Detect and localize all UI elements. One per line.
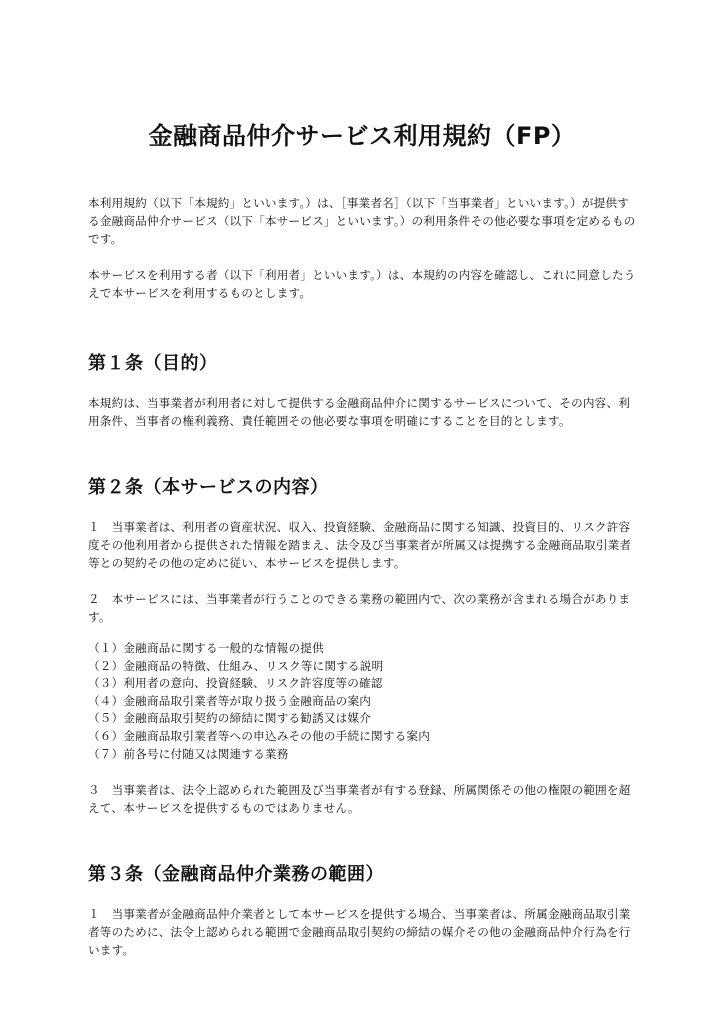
list-item: （１）金融商品に関する一般的な情報の提供 bbox=[88, 641, 324, 655]
article-2-paragraph-2: ２ 本サービスには、当事業者が行うことのできる業務の範囲内で、次の業務が含まれる場合があります。 bbox=[88, 592, 631, 624]
list-item: （３）利用者の意向、投資経験、リスク許容度等の確認 bbox=[88, 676, 383, 691]
article-3-heading: 第３条（金融商品仲介業務の範囲） bbox=[88, 864, 384, 886]
list-item: （７）前各号に付随又は関連する業務 bbox=[88, 746, 289, 761]
article-1 bbox=[88, 352, 636, 430]
document-title: 金融商品仲介サービス利用規約（FP） bbox=[148, 122, 576, 150]
intro-paragraph-1: 本利用規約（以下「本規約」といいます。）は、［事業者名］（以下「当事業者」といいます。）が提供する金融商品仲介サービス（以下「本サービス」といいます。）の利用条件その他必要な事項を定めるものです。 bbox=[88, 196, 636, 246]
article-2 bbox=[88, 476, 636, 817]
article-3 bbox=[88, 863, 636, 959]
intro-paragraph-2: 本サービスを利用する者（以下「利用者」といいます。）は、本規約の内容を確認し、これに同意したうえで本サービスを利用するものとします。 bbox=[88, 268, 636, 300]
list-item: （２）金融商品の特徴、仕組み、リスク等に関する説明 bbox=[88, 658, 384, 673]
article-1-heading: 第１条（目的） bbox=[88, 353, 218, 374]
article-1-body: 本規約は、当事業者が利用者に対して提供する金融商品仲介に関するサービスについて、その内容、利用条件、当事者の権利義務、責任範囲その他必要な事項を明確にすることを目的とします。 bbox=[88, 396, 631, 428]
list-item: （４）金融商品取引業者等が取り扱う金融商品の案内 bbox=[88, 693, 372, 708]
article-2-item-list bbox=[88, 640, 636, 763]
article-2-paragraph-1: １ 当事業者は、利用者の資産状況、収入、投資経験、金融商品に関する知識、投資目的、リスク許容度その他利用者から提供された情報を踏まえ、法令及び当事業者が所属又は提携する金融商品取引業者等との契約その他の定めに従い、本サービスを提供します。 bbox=[88, 520, 632, 570]
list-item: （５）金融商品取引契約の締結に関する勧誘又は媒介 bbox=[88, 711, 372, 726]
article-2-heading: 第２条（本サービスの内容） bbox=[88, 477, 329, 498]
article-2-paragraph-3: ３ 当事業者は、法令上認められた範囲及び当事業者が有する登録、所属関係その他の権限の範囲を超えて、本サービスを提供するものではありません。 bbox=[88, 783, 631, 816]
list-item: （６）金融商品取引業者等への申込みその他の手続に関する案内 bbox=[88, 728, 431, 743]
article-3-paragraph-1: １ 当事業者が金融商品仲介業者として本サービスを提供する場合、当事業者は、所属金融商品取引業者等のために、法令上認められる範囲で金融商品取引契約の締結の媒介その他の金融商品仲介行為を行います。 bbox=[88, 907, 631, 958]
